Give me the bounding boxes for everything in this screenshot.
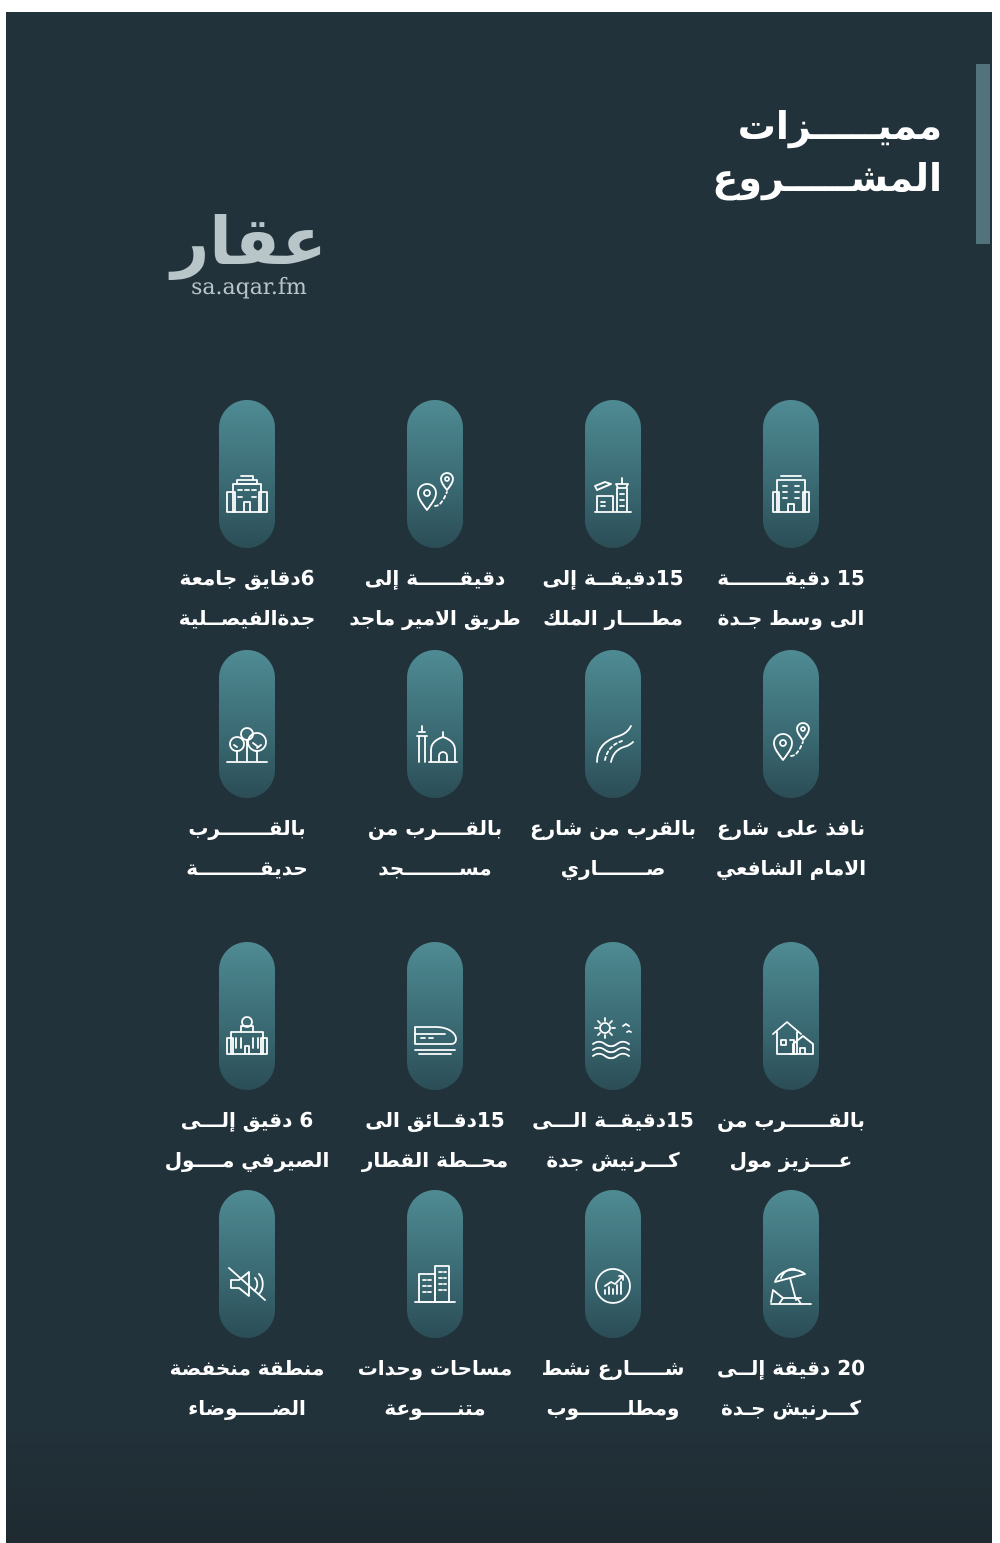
beach-umbrella-icon	[767, 1260, 815, 1308]
feature-pill	[219, 650, 275, 798]
feature-label-line-2: الصيرفي مــــول	[164, 1148, 330, 1172]
route-pin-icon	[767, 720, 815, 768]
feature-pill	[763, 650, 819, 798]
feature-label-line-2: محــطة القطار	[361, 1148, 509, 1172]
feature-label-line-1: 20 دقيقة إلــى	[716, 1356, 866, 1380]
feature-pill	[219, 1190, 275, 1338]
feature-label-line-1: 15 دقيقــــــــة	[717, 566, 865, 590]
feature-label-line-1: 15دقيقــة الـــى	[532, 1108, 694, 1132]
feature-label-line-1: 6دقايق جامعة	[179, 566, 315, 590]
watermark-url: sa.aqar.fm	[191, 275, 307, 300]
route-pin-icon	[411, 470, 459, 518]
feature-label-line-2: جدةالفيصــلية	[178, 606, 316, 630]
feature-label-line-1: بالقرب من شارع	[529, 816, 697, 840]
feature-pill	[585, 942, 641, 1090]
feature-pill	[219, 400, 275, 548]
feature-label	[340, 808, 530, 888]
feature-label-line-1: شـــــارع نشط	[541, 1356, 685, 1380]
feature-label	[152, 1348, 342, 1428]
feature-label-line-1: دقيقــــــة إلى	[364, 566, 506, 590]
feature-label-line-1: مساحات وحدات	[357, 1356, 513, 1380]
feature-label-line-2: طريق الامير ماجد	[349, 606, 521, 630]
feature-pill	[585, 1190, 641, 1338]
feature-label	[152, 558, 342, 638]
feature-label	[696, 1348, 886, 1428]
feature-label-line-2: مســــــــجد	[378, 856, 492, 880]
feature-pill	[407, 1190, 463, 1338]
feature-pill	[407, 650, 463, 798]
feature-label-line-1: بالقـــــــرب	[188, 816, 306, 840]
feature-label	[696, 558, 886, 638]
page-title	[702, 100, 942, 204]
feature-label	[696, 1100, 886, 1180]
towers-icon	[411, 1260, 459, 1308]
feature-label-line-1: 15دقيقــة إلى	[542, 566, 684, 590]
trees-icon	[223, 720, 271, 768]
feature-pill	[585, 400, 641, 548]
feature-label-line-1: نافذ على شارع	[716, 816, 865, 840]
title-line-1: مميـــــزات	[737, 104, 942, 148]
feature-pill	[407, 942, 463, 1090]
watermark-brand: عقار	[171, 203, 327, 280]
feature-label	[518, 1348, 708, 1428]
sea-sun-icon	[589, 1012, 637, 1060]
feature-label	[152, 808, 342, 888]
feature-pill	[585, 650, 641, 798]
feature-label	[152, 1100, 342, 1180]
mosque-icon	[411, 720, 459, 768]
title-line-2: المشـــــروع	[712, 156, 942, 200]
university-icon	[223, 470, 271, 518]
feature-label	[696, 808, 886, 888]
feature-label-line-2: الامام الشافعي	[715, 856, 867, 880]
mute-icon	[223, 1260, 271, 1308]
feature-label-line-1: بالقــــرب من	[367, 816, 503, 840]
feature-label-line-2: الى وسط جـدة	[717, 606, 865, 630]
feature-label-line-2: الضـــــوضاء	[188, 1396, 306, 1420]
feature-label	[518, 808, 708, 888]
features-panel	[6, 12, 992, 1543]
mall-icon	[223, 1012, 271, 1060]
feature-pill	[219, 942, 275, 1090]
feature-label-line-1: بالقــــــرب من	[717, 1108, 865, 1132]
houses-icon	[767, 1012, 815, 1060]
feature-pill	[763, 400, 819, 548]
feature-label-line-2: كـــرنيش جدة	[546, 1148, 680, 1172]
feature-label-line-2: صـــــــاري	[560, 856, 666, 880]
train-icon	[411, 1012, 459, 1060]
feature-label-line-2: حديقـــــــــة	[186, 856, 308, 880]
feature-pill	[407, 400, 463, 548]
feature-pill	[763, 1190, 819, 1338]
feature-label-line-2: متنـــــوعة	[384, 1396, 486, 1420]
feature-label-line-1: 6 دقيق إلـــى	[180, 1108, 314, 1132]
feature-label	[518, 1100, 708, 1180]
feature-pill	[763, 942, 819, 1090]
building-icon	[767, 470, 815, 518]
panel-fade	[6, 1423, 992, 1543]
aqar-watermark	[164, 202, 334, 300]
feature-label-line-2: عــــزيز مول	[729, 1148, 853, 1172]
feature-label	[340, 1100, 530, 1180]
feature-label	[340, 1348, 530, 1428]
feature-label-line-1: منطقة منخفضة	[169, 1356, 325, 1380]
airport-icon	[589, 470, 637, 518]
feature-label	[518, 558, 708, 638]
feature-label	[340, 558, 530, 638]
accent-bar	[976, 64, 990, 244]
feature-label-line-2: ومطلـــــــوب	[546, 1396, 680, 1420]
road-icon	[589, 720, 637, 768]
feature-label-line-2: كـــرنيش جـدة	[720, 1396, 862, 1420]
growth-chart-icon	[589, 1260, 637, 1308]
feature-label-line-1: 15دقــائق الى	[365, 1108, 505, 1132]
feature-label-line-2: مطــــار الملك	[543, 606, 683, 630]
